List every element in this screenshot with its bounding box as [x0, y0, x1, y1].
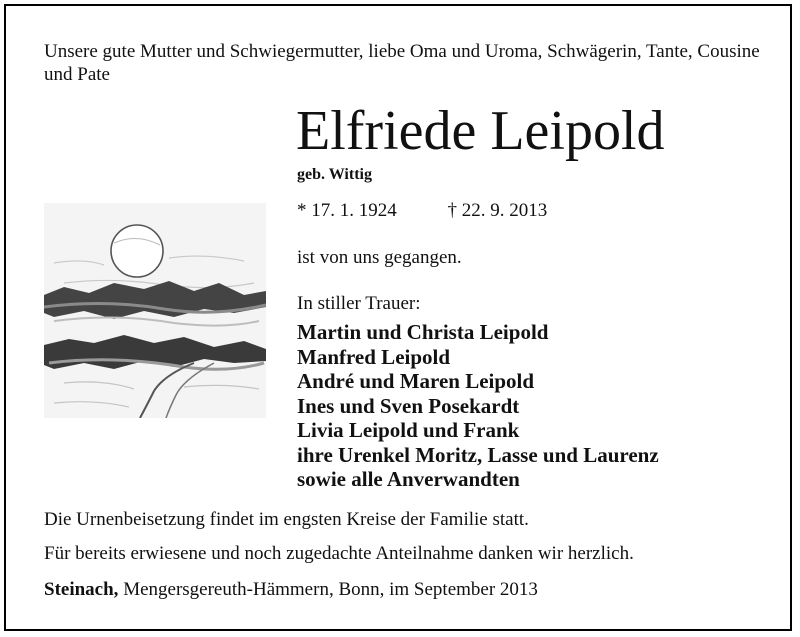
mourner-item: sowie alle Anverwandten: [297, 467, 520, 491]
birth-date: * 17. 1. 1924: [297, 200, 397, 221]
mourners-list: [297, 320, 659, 492]
mourner-item: Martin und Christa Leipold: [297, 320, 549, 344]
life-dates: [297, 200, 547, 222]
birth-name: geb. Wittig: [297, 166, 372, 183]
moon-shape: [111, 225, 163, 277]
deceased-name: Elfriede Leipold: [296, 100, 665, 162]
closing-line: [44, 579, 538, 601]
landscape-moon-illustration: [44, 203, 266, 418]
passed-text: ist von uns gegangen.: [297, 247, 462, 268]
mourner-item: Manfred Leipold: [297, 344, 451, 369]
mourning-intro: In stiller Trauer:: [297, 293, 421, 314]
intro-text: Unsere gute Mutter und Schwiegermutter, liebe Oma und Uroma, Schwägerin, Tante, Cousine und Pate: [44, 41, 760, 85]
death-date: † 22. 9. 2013: [447, 200, 548, 221]
closing-rest: Mengersgereuth-Hämmern, Bonn, im September 2013: [118, 579, 538, 600]
closing-place: Steinach,: [44, 579, 119, 600]
funeral-note: Die Urnenbeisetzung findet im engsten Kreise der Familie statt.: [44, 509, 529, 530]
mourner-item: Livia Leipold und Frank: [297, 418, 520, 442]
mourner-item: Ines und Sven Posekardt: [297, 393, 520, 418]
mourner-item: André und Maren Leipold: [297, 369, 535, 393]
thanks-text: Für bereits erwiesene und noch zugedachte Anteilnahme danken wir herzlich.: [44, 543, 634, 564]
mourner-item: ihre Urenkel Moritz, Lasse und Laurenz: [297, 442, 659, 467]
